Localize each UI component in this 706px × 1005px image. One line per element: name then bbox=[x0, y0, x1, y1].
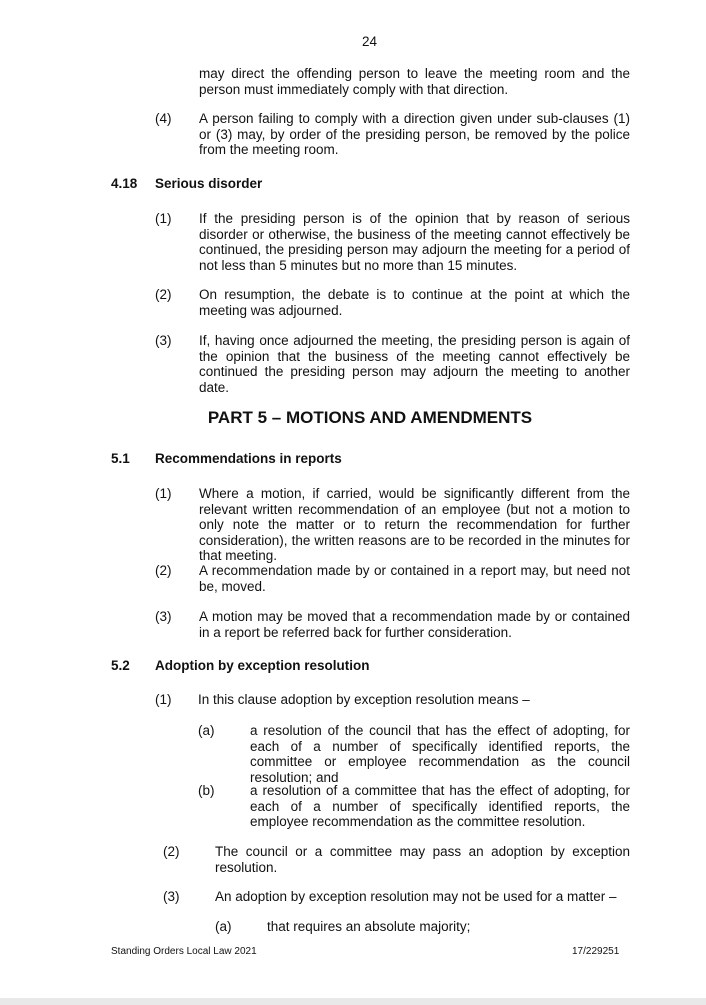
item-number: (2) bbox=[155, 563, 172, 578]
item-text: A motion may be moved that a recommendation made by or contained in a report be referred back for further consideration. bbox=[199, 609, 630, 640]
subitem-letter: (a) bbox=[215, 919, 232, 934]
subitem-text: a resolution of a committee that has the effect of adopting, for each of a number of specifically identified reports, the employee recommendation as the committee resolution. bbox=[250, 783, 630, 829]
item-number: (3) bbox=[155, 333, 172, 348]
item-number: (1) bbox=[155, 211, 172, 226]
item-text: If, having once adjourned the meeting, the presiding person is again of the opinion that the business of the meeting cannot effectively be continued the presiding person may adjourn the meeting to another date. bbox=[199, 333, 630, 395]
clause-number: 5.1 bbox=[111, 451, 130, 466]
item-number: (3) bbox=[163, 889, 180, 904]
item-text: A person failing to comply with a direction given under sub-clauses (1) or (3) may, by order of the presiding person, be removed by the police from the meeting room. bbox=[199, 111, 630, 157]
item-text: A recommendation made by or contained in a report may, but need not be, moved. bbox=[199, 563, 630, 594]
item-text: An adoption by exception resolution may not be used for a matter – bbox=[215, 889, 617, 904]
item-text: On resumption, the debate is to continue at the point at which the meeting was adjourned. bbox=[199, 287, 630, 318]
item-number: (3) bbox=[155, 609, 172, 624]
part-heading: PART 5 – MOTIONS AND AMENDMENTS bbox=[207, 408, 533, 427]
item-number: (1) bbox=[155, 486, 172, 501]
item-number: (2) bbox=[163, 844, 180, 859]
item-number: (1) bbox=[155, 692, 172, 707]
footer-document-number: 17/229251 bbox=[572, 946, 620, 957]
item-text: The council or a committee may pass an adoption by exception resolution. bbox=[215, 844, 630, 875]
item-number: (2) bbox=[155, 287, 172, 302]
viewer-bottom-edge bbox=[0, 998, 706, 1005]
continuation-paragraph: may direct the offending person to leave the meeting room and the person must immediately comply with that direction. bbox=[199, 66, 630, 97]
item-text: In this clause adoption by exception resolution means – bbox=[198, 692, 530, 707]
subitem-text: that requires an absolute majority; bbox=[267, 919, 471, 934]
page-number: 24 bbox=[362, 34, 378, 49]
subitem-letter: (b) bbox=[198, 783, 215, 798]
clause-number: 5.2 bbox=[111, 658, 130, 673]
item-text: Where a motion, if carried, would be significantly different from the relevant written recommendation of an employee (but not a motion to only note the matter or to return the recommendation for further consideration), the written reasons are to be recorded in the minutes for that meeting. bbox=[199, 486, 630, 563]
item-text: If the presiding person is of the opinion that by reason of serious disorder or otherwise, the business of the meeting cannot effectively be continued, the presiding person may adjourn the meeting for a period of not less than 5 minutes but no more than 15 minutes. bbox=[199, 211, 630, 273]
clause-number: 4.18 bbox=[111, 176, 138, 191]
item-number: (4) bbox=[155, 111, 172, 126]
footer-title: Standing Orders Local Law 2021 bbox=[111, 946, 257, 957]
clause-title: Recommendations in reports bbox=[155, 451, 342, 466]
clause-title: Adoption by exception resolution bbox=[155, 658, 370, 673]
subitem-text: a resolution of the council that has the effect of adopting, for each of a number of specifically identified reports, the committee or employee recommendation as the council resolution; and bbox=[250, 723, 630, 785]
subitem-letter: (a) bbox=[198, 723, 215, 738]
clause-title: Serious disorder bbox=[155, 176, 263, 191]
